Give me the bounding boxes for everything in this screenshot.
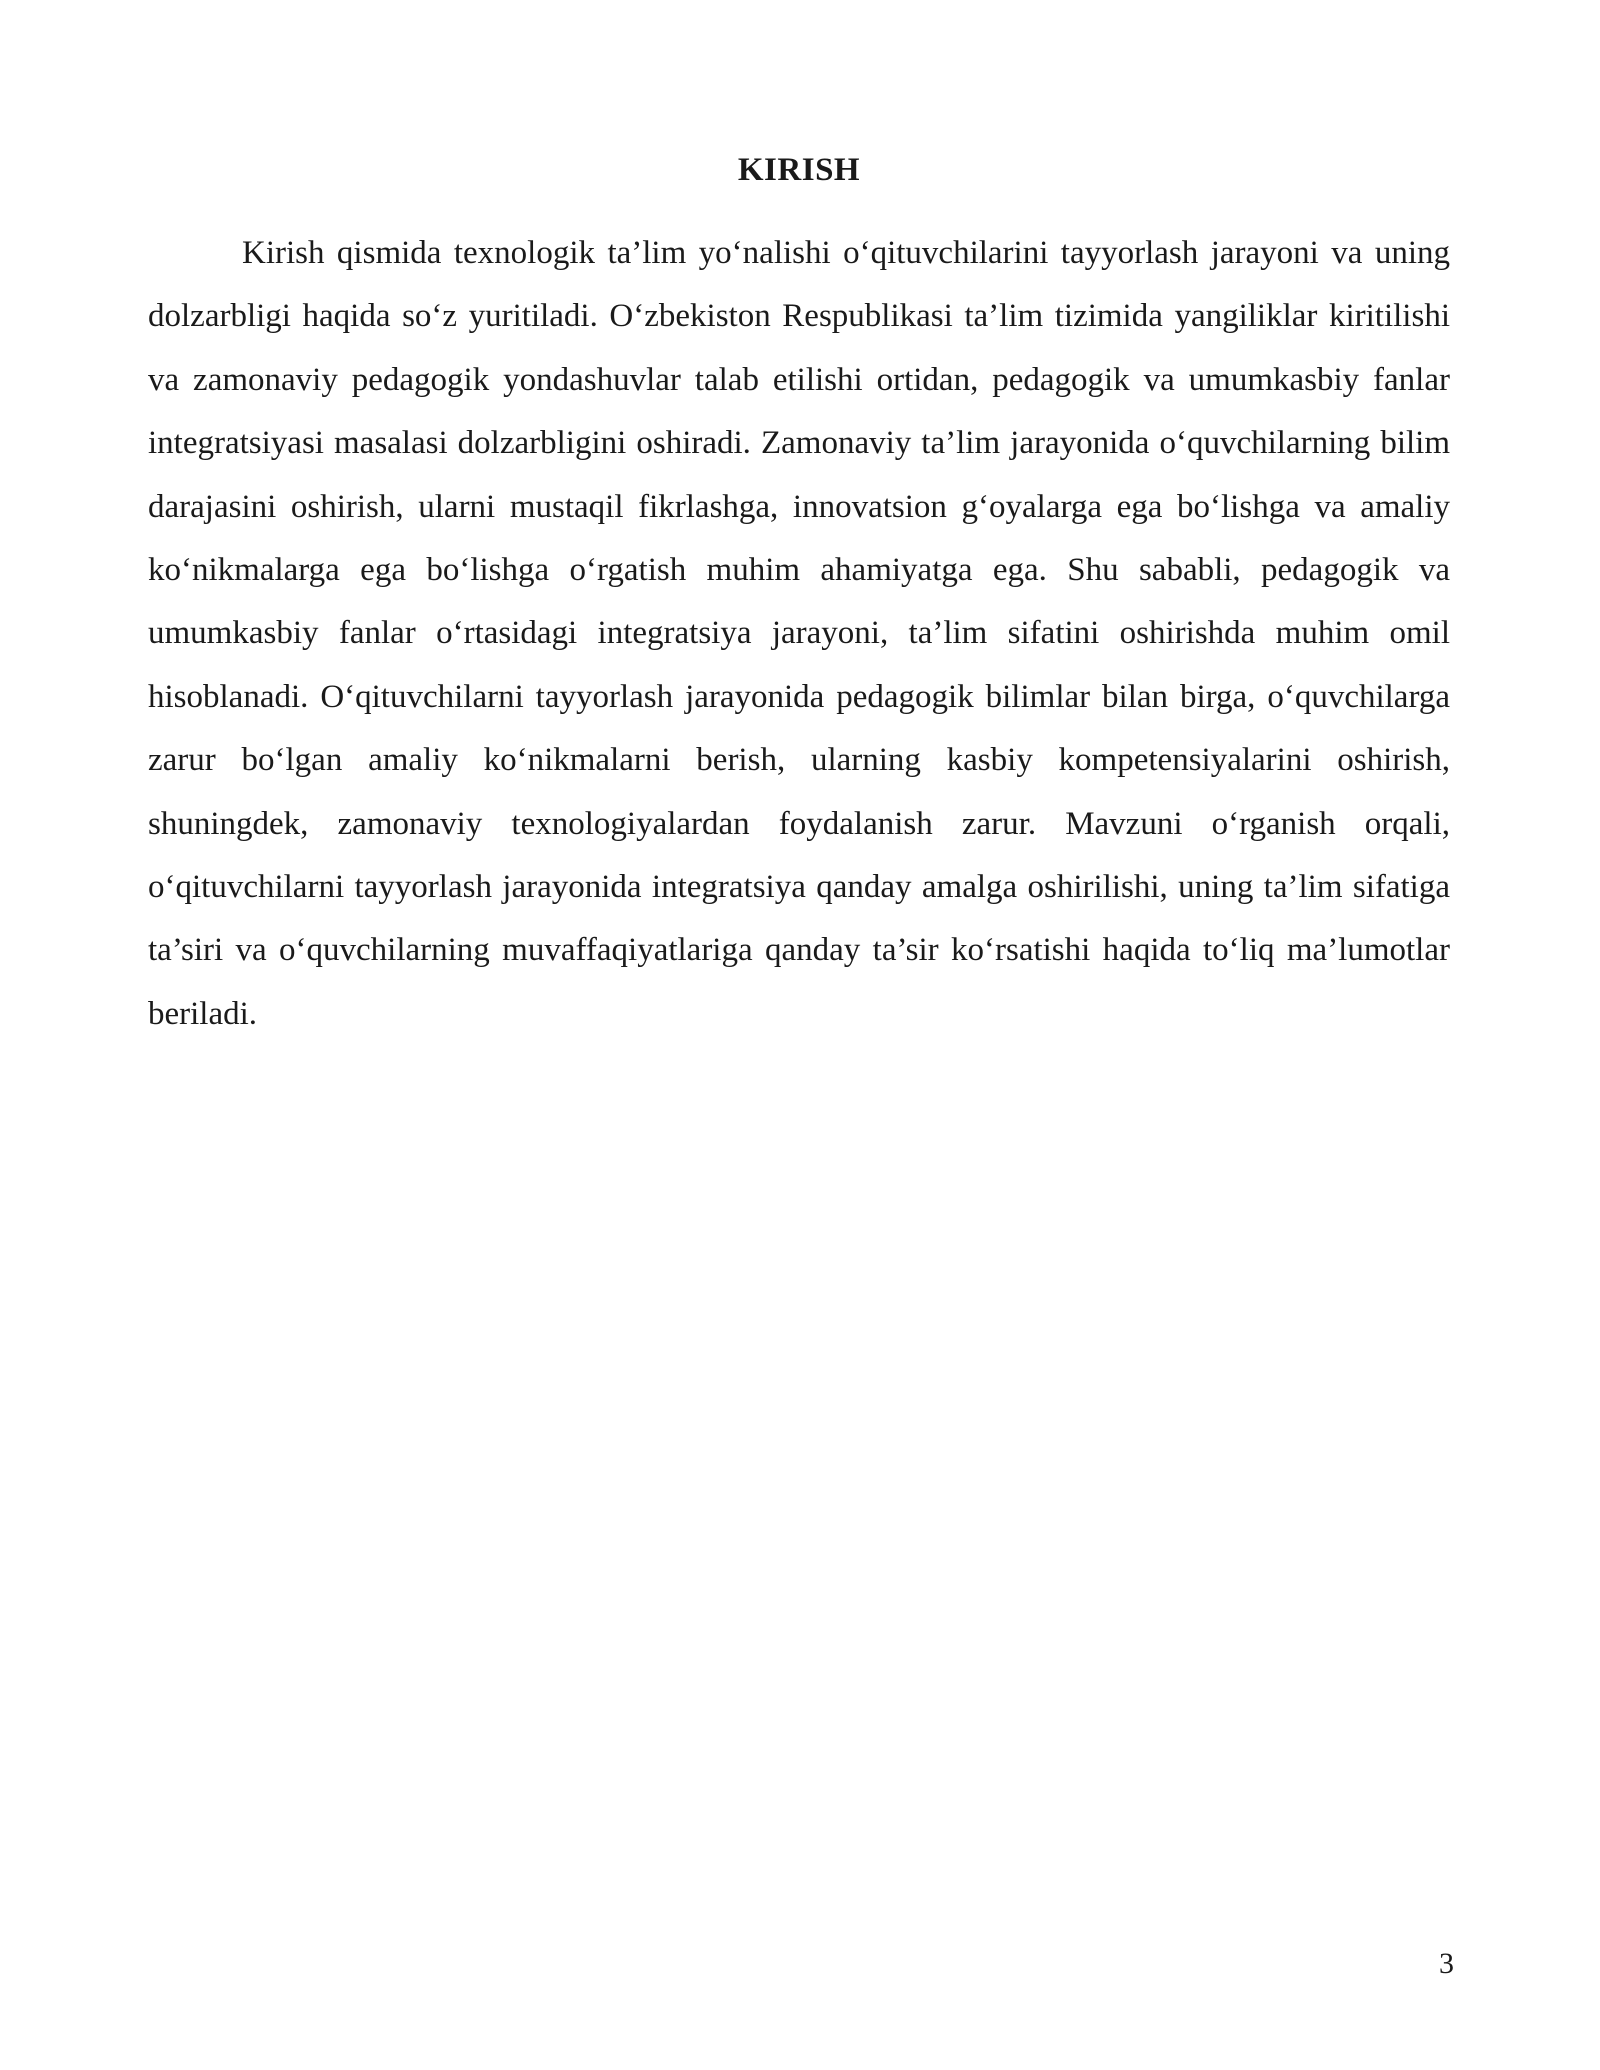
body-paragraph: Kirish qismida texnologik ta’lim yo‘nalishi o‘qituvchilarini tayyorlash jarayoni va uning dolzarbligi haqida so‘z yuritiladi. O‘zbekiston Respublikasi ta’lim tizimida yangiliklar kiritilishi va zamonaviy pedagogik yondashuvlar talab etilishi ortidan, pedagogik va umumkasbiy fanlar integratsiyasi masalasi dolzarbligini oshiradi. Zamonaviy ta’lim jarayonida o‘quvchilarning bilim darajasini oshirish, ularni mustaqil fikrlashga, innovatsion g‘oyalarga ega bo‘lishga va amaliy ko‘nikmalarga ega bo‘lishga o‘rgatish muhim ahamiyatga ega. Shu sababli, pedagogik va umumkasbiy fanlar o‘rtasidagi integratsiya jarayoni, ta’lim sifatini oshirishda muhim omil hisoblanadi. O‘qituvchilarni tayyorlash jarayonida pedagogik bilimlar bilan birga, o‘quvchilarga zarur bo‘lgan amaliy ko‘nikmalarni berish, ularning kasbiy kompetensiyalarini oshirish, shuningdek, zamonaviy texnologiyalardan foydalanish zarur. Mavzuni o‘rganish orqali, o‘qituvchilarni tayyorlash jarayonida integratsiya qanday amalga oshirilishi, uning ta’lim sifatiga ta’siri va o‘quvchilarning muvaffaqiyatlariga qanday ta’sir ko‘rsatishi haqida to‘liq ma’lumotlar beriladi.	[148, 235, 1450, 1032]
page-number: 3	[1439, 1947, 1454, 1980]
section-heading: KIRISH	[737, 152, 861, 188]
